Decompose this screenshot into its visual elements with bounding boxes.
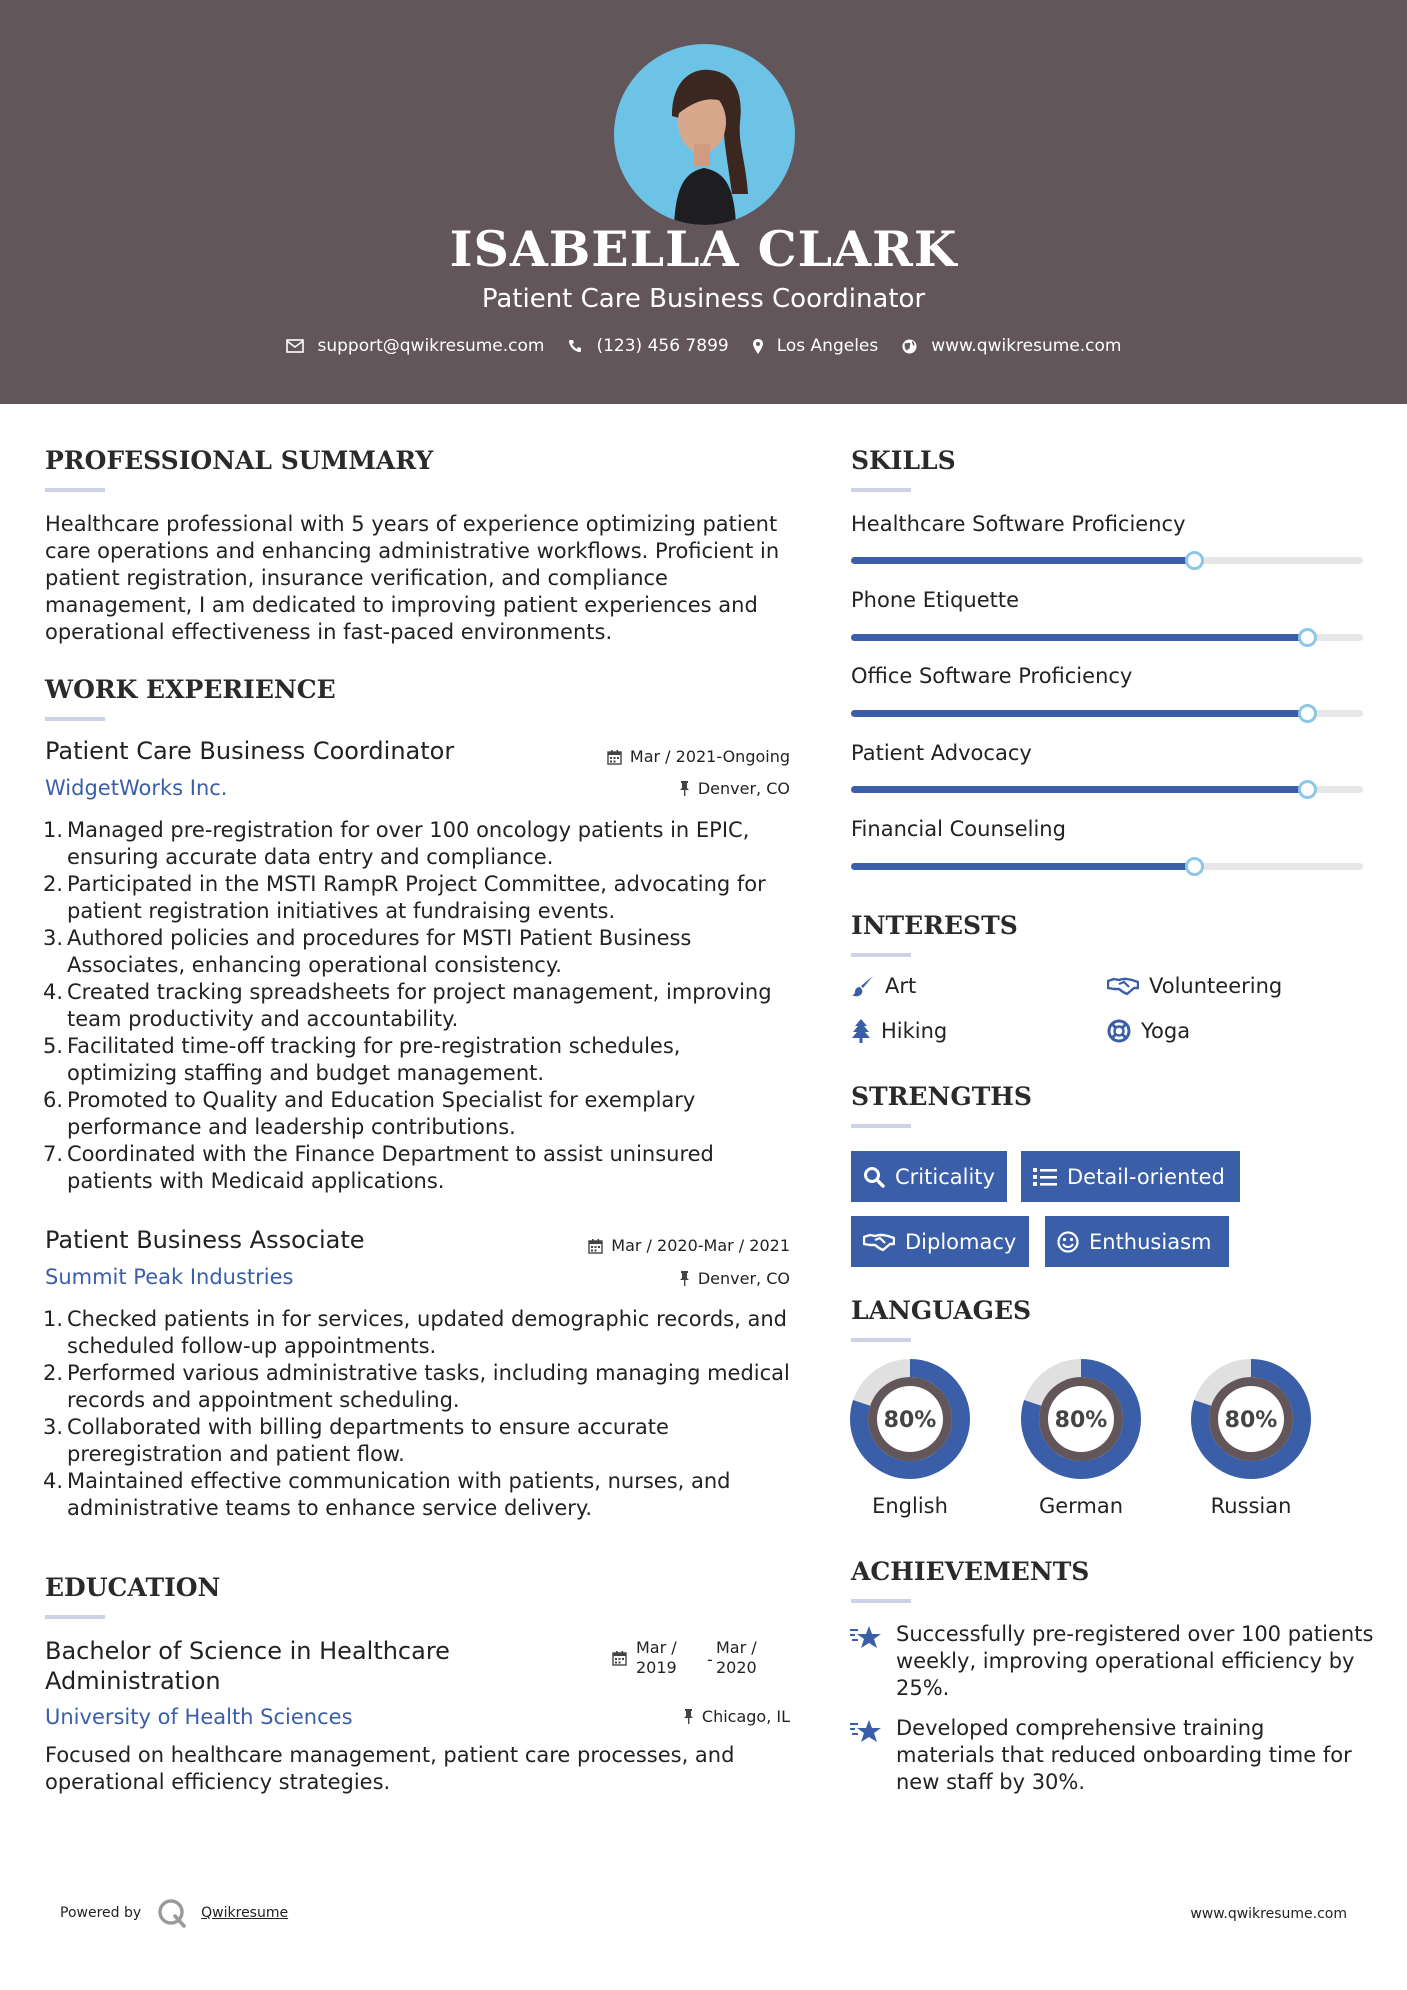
contact-website[interactable] [902,336,1121,356]
paintbrush-icon [851,974,875,998]
summary-heading: PROFESSIONAL SUMMARY [45,446,434,475]
job-date: Mar / 2021-Ongoing [540,747,790,766]
language-ring [1020,1358,1142,1480]
skill-bar [851,786,1363,793]
envelope-icon [286,339,304,353]
skill-bar-knob [1298,628,1317,647]
list-item: 6. Promoted to Quality and Education Specialist for exemplary performance and leadership contributions. [42,1088,696,1139]
contact-phone[interactable] [568,336,728,356]
job-location: Denver, CO [540,1269,790,1288]
skill-name: Financial Counseling [851,817,1066,841]
job-duties-list [39,817,799,1195]
strength-badge: Enthusiasm [1045,1216,1229,1267]
search-icon [863,1166,885,1188]
list-item: 4. Created tracking spreadsheets for project management, improving team productivity and accountability. [42,980,772,1031]
interests-heading: INTERESTS [851,911,1018,940]
language-percent: 80% [1224,1408,1278,1433]
school-name: University of Health Sciences [45,1705,353,1729]
star-award-icon [849,1718,883,1746]
list-item: 5. Facilitated time-off tracking for pre-registration schedules, optimizing staffing and budget management. [42,1034,681,1085]
skill-bar-knob [1185,857,1204,876]
experience-heading: WORK EXPERIENCE [45,675,336,704]
pushpin-icon [679,1271,690,1286]
list-item: 2. Performed various administrative tasks, including managing medical records and appointment scheduling. [42,1361,790,1412]
email-text: support@qwikresume.com [317,336,545,356]
skill-name: Patient Advocacy [851,741,1032,765]
job-title: Patient Business Associate [45,1226,365,1254]
end-date: Mar / 2020 [716,1638,757,1677]
summary-line: Healthcare professional with 5 years of experience optimizing patient [45,512,778,536]
skill-bar-fill [851,863,1194,870]
location-text: Los Angeles [776,336,879,356]
languages-heading: LANGUAGES [851,1296,1032,1325]
job-date: Mar / 2020-Mar / 2021 [540,1236,790,1255]
education-dates [612,1638,792,1682]
skill-bar-knob [1298,704,1317,723]
job-location: Denver, CO [540,779,790,798]
skill-bar [851,710,1363,717]
calendar-icon [612,1650,627,1666]
interest-yoga: Yoga [1107,1019,1190,1043]
skill-bar-fill [851,557,1194,564]
skill-name: Healthcare Software Proficiency [851,512,1186,536]
skill-name: Office Software Proficiency [851,664,1133,688]
language-ring [1190,1358,1312,1480]
summary-line: patient registration, insurance verification, and compliance [45,566,668,590]
summary-line: care operations and enhancing administrative workflows. Proficient in [45,539,780,563]
brand-link[interactable]: Qwikresume [201,1905,289,1921]
skill-bar [851,634,1363,641]
job-duties-list [39,1306,799,1522]
strength-badge: Diplomacy [851,1216,1029,1267]
strengths-heading-rule [851,1124,911,1128]
list-item: 4. Maintained effective communication with patients, nurses, and administrative teams to enhance service delivery. [42,1469,731,1520]
map-pin-icon [753,339,763,354]
education-location: Chicago, IL [540,1707,790,1726]
summary-line: operational effectiveness in fast-paced environments. [45,620,613,644]
education-description: Focused on healthcare management, patient care processes, and operational efficiency strategies. [45,1743,735,1794]
lifering-icon [1107,1019,1131,1043]
contact-bar [0,336,1407,356]
profile-photo [614,44,795,225]
skill-bar-fill [851,786,1307,793]
website-text: www.qwikresume.com [931,336,1122,356]
handshake-icon [1107,975,1139,997]
interest-art: Art [851,974,916,998]
strength-badge: Criticality [851,1151,1007,1202]
skill-bar-fill [851,710,1307,717]
interests-heading-rule [851,953,911,957]
pushpin-icon [683,1709,694,1724]
skill-bar [851,863,1363,870]
company-name: WidgetWorks Inc. [45,776,228,800]
achievements-heading: ACHIEVEMENTS [851,1557,1090,1586]
achievements-heading-rule [851,1599,911,1603]
skill-bar-knob [1298,780,1317,799]
skill-bar [851,557,1363,564]
summary-heading-rule [45,488,105,492]
strength-badge: Detail-oriented [1021,1151,1240,1202]
smile-icon [1057,1231,1079,1253]
skill-name: Phone Etiquette [851,588,1020,612]
company-name: Summit Peak Industries [45,1265,294,1289]
globe-icon [902,339,917,354]
summary-text [45,511,779,646]
handshake-icon [863,1231,895,1253]
language-percent: 80% [1054,1408,1108,1433]
calendar-icon [588,1238,603,1254]
pushpin-icon [679,781,690,796]
resume-header [0,0,1407,404]
contact-location [753,336,879,356]
languages-heading-rule [851,1338,911,1342]
footer-website[interactable]: www.qwikresume.com [1190,1906,1347,1922]
contact-email[interactable] [286,336,545,356]
list-icon [1033,1167,1057,1187]
list-item: 1. Checked patients in for services, updated demographic records, and scheduled follow-up appointments. [42,1307,787,1358]
calendar-icon [607,749,622,765]
skill-bar-knob [1185,551,1204,570]
start-date: Mar / 2019 [636,1638,677,1677]
language-name: English [872,1494,948,1518]
phone-text: (123) 456 7899 [596,336,729,356]
skills-heading: SKILLS [851,446,956,475]
language-name: German [1038,1494,1124,1518]
strengths-heading: STRENGTHS [851,1082,1032,1111]
skill-bar-fill [851,634,1307,641]
skills-heading-rule [851,488,911,492]
list-item: 1. Managed pre-registration for over 100 oncology patients in EPIC, ensuring accurate data entry and compliance. [42,818,750,869]
language-ring [849,1358,971,1480]
list-item: 3. Authored policies and procedures for MSTI Patient Business Associates, enhancing operational consistency. [42,926,692,977]
education-heading-rule [45,1615,105,1619]
experience-heading-rule [45,717,105,721]
powered-by-label: Powered by [60,1905,142,1921]
candidate-name: ISABELLA CLARK [449,220,958,278]
phone-icon [568,339,582,353]
list-item: 3. Collaborated with billing departments to ensure accurate preregistration and patient flow. [42,1415,669,1466]
language-name: Russian [1210,1494,1292,1518]
achievement-item: Successfully pre-registered over 100 patients weekly, improving operational efficiency by 25%. [896,1622,1374,1700]
date-dash: - [707,1650,713,1669]
list-item: 2. Participated in the MSTI RampR Project Committee, advocating for patient registration initiatives at fundraising events. [42,872,766,923]
qwikresume-logo-icon [157,1898,187,1928]
achievement-item: Developed comprehensive training materials that reduced onboarding time for new staff by 30%. [896,1716,1352,1794]
tree-icon [851,1019,871,1043]
interest-volunteering: Volunteering [1107,974,1282,998]
star-award-icon [849,1624,883,1652]
candidate-title: Patient Care Business Coordinator [481,284,926,314]
interest-hiking: Hiking [851,1019,947,1043]
language-percent: 80% [883,1408,937,1433]
degree-title: Bachelor of Science in Healthcare Administration [45,1637,450,1695]
education-heading: EDUCATION [45,1573,221,1602]
job-title: Patient Care Business Coordinator [45,737,455,765]
list-item: 7. Coordinated with the Finance Department to assist uninsured patients with Medicaid applications. [42,1142,714,1193]
summary-line: management, I am dedicated to improving patient experiences and [45,593,758,617]
footer-branding [60,1898,288,1928]
